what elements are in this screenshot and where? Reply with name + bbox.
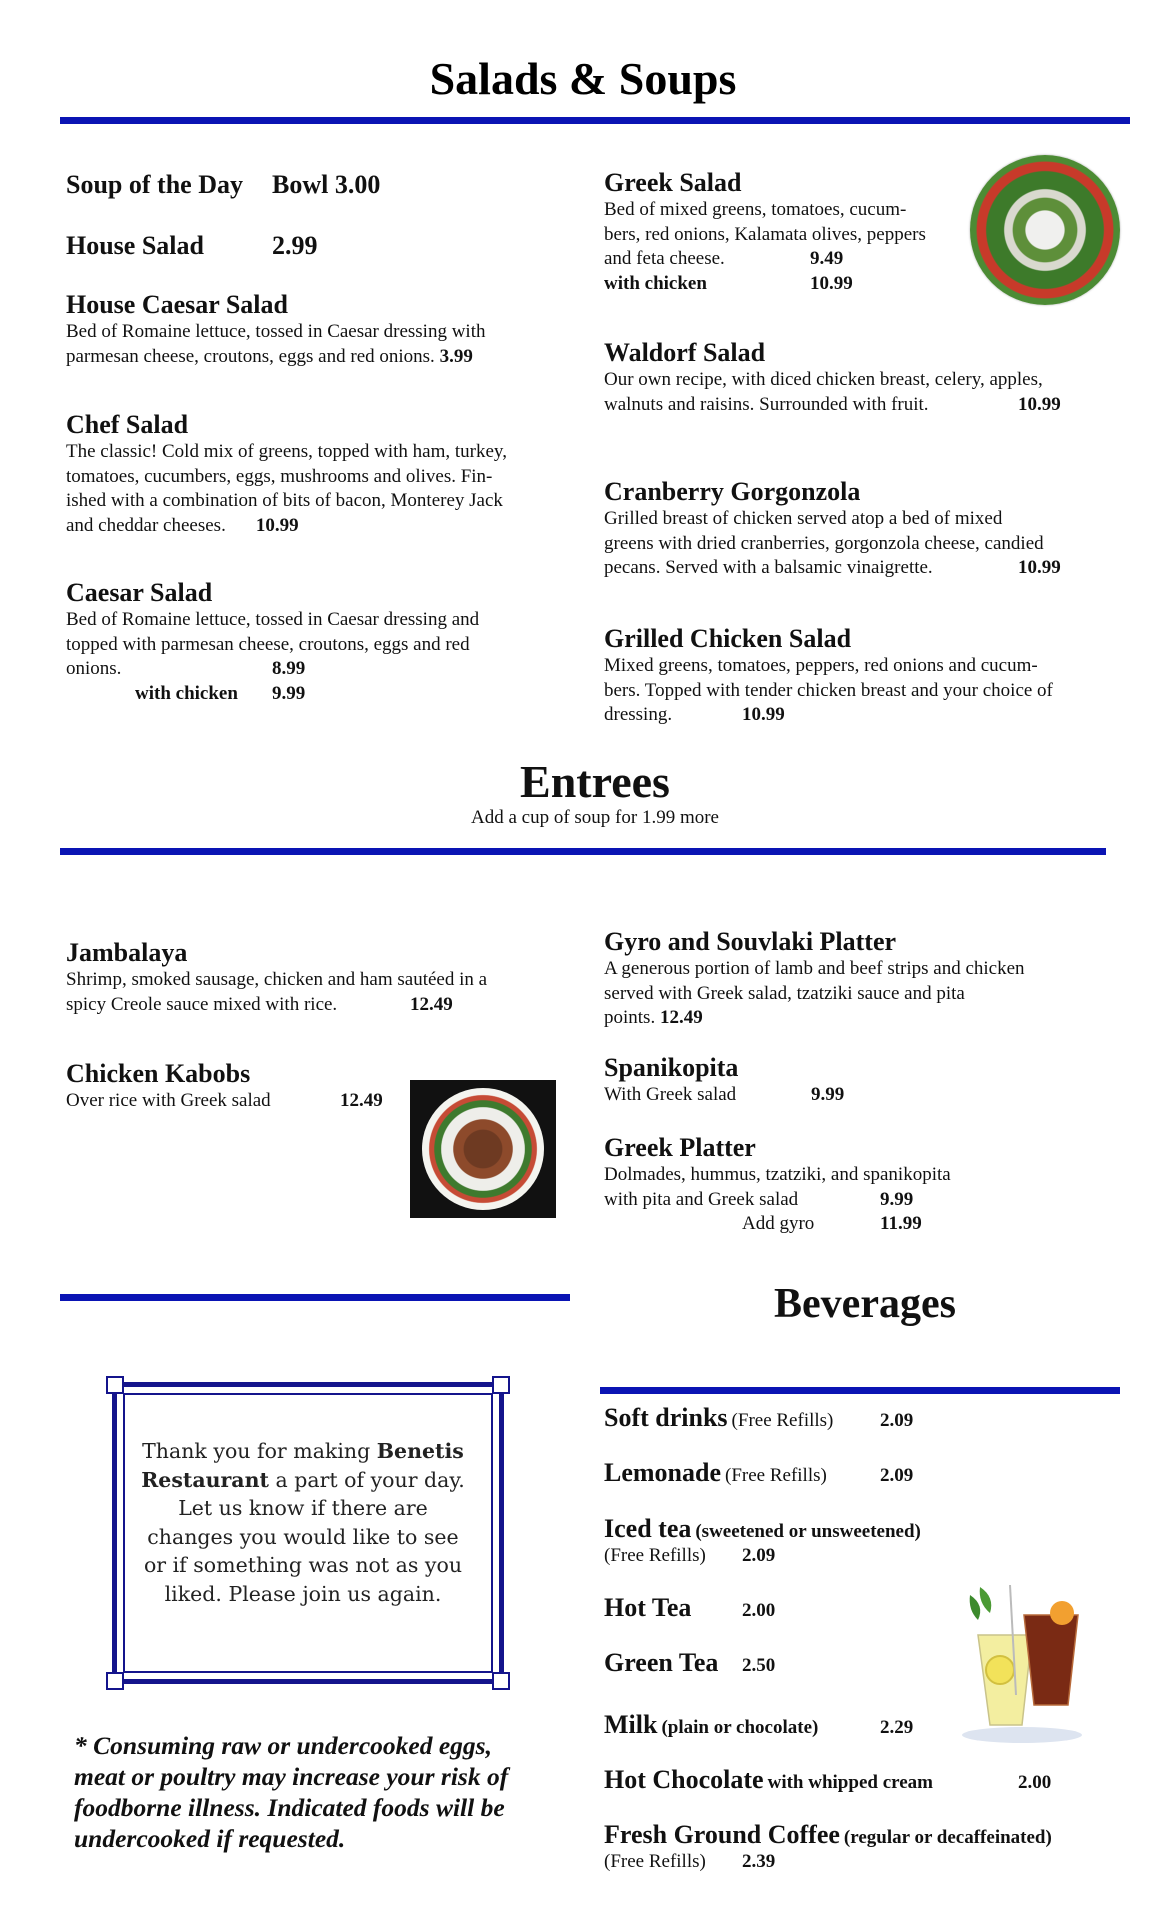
kabob-plate-photo <box>410 1080 556 1218</box>
thank-you-line: Let us know if there are <box>178 1496 428 1520</box>
beverage-soft-drinks <box>604 1403 1104 1435</box>
item-desc: tomatoes, cucumbers, eggs, mushrooms and olives. Fin- <box>66 465 493 487</box>
menu-item-gyro-souvlaki <box>604 927 1124 1031</box>
item-desc <box>66 993 566 1018</box>
beverage-hot-tea <box>604 1593 944 1625</box>
beverage-green-tea <box>604 1648 944 1680</box>
frame-corner <box>492 1672 510 1690</box>
item-price: 12.49 <box>340 1090 383 1111</box>
item-desc <box>604 247 984 272</box>
item-desc-text: walnuts and raisins. Surrounded with fruit. <box>604 393 929 415</box>
menu-item-waldorf-salad <box>604 338 1124 417</box>
advisory-line: * Consuming raw or undercooked eggs, <box>74 1731 492 1760</box>
menu-item-spanikopita <box>604 1053 1004 1108</box>
menu-item-jambalaya <box>66 938 566 1017</box>
item-price: 9.99 <box>811 1084 845 1105</box>
beverage-price: 2.50 <box>742 1655 776 1676</box>
item-price: 12.49 <box>659 1007 703 1028</box>
item-desc: Dolmades, hummus, tzatziki, and spanikopita <box>604 1164 951 1185</box>
thank-you-line <box>130 1437 476 1466</box>
item-desc-text: With Greek salad <box>604 1084 737 1105</box>
item-price: 10.99 <box>742 704 785 725</box>
item-price: 10.99 <box>1018 557 1061 578</box>
entrees-subtitle: Add a cup of soup for 1.99 more <box>470 807 719 828</box>
soup-of-day <box>66 170 243 200</box>
item-desc: bers. Topped with tender chicken breast and your choice of <box>604 679 1053 701</box>
item-price: 10.99 <box>1018 393 1061 415</box>
item-desc: Shrimp, smoked sausage, chicken and ham sautéed in a <box>66 969 488 990</box>
item-desc-text: and cheddar cheeses. <box>66 514 226 536</box>
section-title-beverages: Beverages <box>774 1281 956 1327</box>
menu-item-greek-salad <box>604 168 984 296</box>
menu-item-house-caesar <box>66 290 546 369</box>
frame-corner <box>492 1376 510 1394</box>
advisory-line: meat or poultry may increase your risk of <box>74 1762 509 1791</box>
item-name: Greek Salad <box>604 168 742 197</box>
beverage-price: 2.09 <box>880 1465 914 1486</box>
menu-item-cranberry-gorgonzola <box>604 477 1124 581</box>
menu-item-chicken-kabobs <box>66 1059 406 1114</box>
item-desc: served with Greek salad, tzatziki sauce and pita <box>604 982 965 1004</box>
item-desc-text: points. <box>604 1007 656 1028</box>
beverage-price: 2.00 <box>742 1600 776 1621</box>
divider-rule <box>600 1387 1120 1394</box>
item-name: Chef Salad <box>66 410 189 439</box>
soup-of-day-price: Bowl 3.00 <box>272 170 381 199</box>
item-desc <box>604 393 1124 418</box>
plate-image <box>422 1088 544 1210</box>
item-name: House Caesar Salad <box>66 290 288 319</box>
advisory-line: undercooked if requested. <box>74 1824 346 1853</box>
house-salad-name: House Salad <box>66 231 204 260</box>
menu-item-grilled-chicken-salad <box>604 624 1134 728</box>
refills-text: (Free Refills) <box>604 1851 706 1872</box>
frame-corner <box>106 1672 124 1690</box>
frame-corner <box>106 1376 124 1394</box>
item-desc: bers, red onions, Kalamata olives, peppers <box>604 223 926 245</box>
beverage-price: 2.00 <box>1018 1772 1052 1793</box>
item-name: Waldorf Salad <box>604 338 766 367</box>
item-desc <box>66 682 566 707</box>
item-desc-text: dressing. <box>604 704 673 725</box>
item-desc <box>66 514 566 539</box>
thank-you-message <box>130 1437 476 1608</box>
item-desc-text: spicy Creole sauce mixed with rice. <box>66 993 338 1015</box>
beverage-note: (regular or decaffeinated) <box>843 1827 1052 1848</box>
item-price: 9.99 <box>272 682 306 704</box>
add-gyro-label: Add gyro <box>742 1213 815 1234</box>
item-desc-text: Over rice with Greek salad <box>66 1090 271 1111</box>
beverage-price: 2.09 <box>742 1545 776 1566</box>
thank-you-line <box>130 1466 476 1495</box>
beverage-name: Green Tea <box>604 1648 719 1677</box>
menu-item-caesar-salad <box>66 578 566 706</box>
item-price: 11.99 <box>880 1213 922 1234</box>
thank-you-line: or if something was not as you <box>143 1553 463 1577</box>
item-name: Caesar Salad <box>66 578 213 607</box>
item-desc: topped with parmesan cheese, croutons, eggs and red <box>66 633 470 655</box>
beverage-price: 2.09 <box>880 1410 914 1431</box>
greek-salad-photo <box>970 155 1120 305</box>
item-price: 3.99 <box>439 345 473 367</box>
item-desc: Our own recipe, with diced chicken breast, celery, apples, <box>604 369 1043 390</box>
section-title-entrees: Entrees <box>520 756 670 807</box>
beverage-price: 2.29 <box>880 1717 914 1738</box>
item-desc <box>604 1083 1004 1108</box>
beverage-name: Fresh Ground Coffee <box>604 1820 840 1849</box>
beverage-refills <box>604 1850 1144 1875</box>
beverage-name: Hot Tea <box>604 1593 692 1622</box>
thank-you-text: a part of your day. <box>268 1467 465 1492</box>
refills-text: (Free Refills) <box>604 1545 706 1566</box>
item-desc <box>604 556 1124 581</box>
item-desc: Bed of Romaine lettuce, tossed in Caesar dressing with <box>66 321 486 342</box>
item-price: 9.99 <box>880 1188 914 1210</box>
beverage-lemonade <box>604 1458 1104 1490</box>
thank-you-text: Thank you for making <box>142 1439 377 1463</box>
thank-you-line: liked. Please join us again. <box>164 1581 442 1606</box>
beverage-refills <box>604 1544 1104 1569</box>
beverage-name: Lemonade <box>604 1458 721 1487</box>
restaurant-name: Restaurant <box>141 1467 269 1492</box>
beverage-note: (Free Refills) <box>725 1465 827 1486</box>
beverage-hot-chocolate <box>604 1765 1124 1797</box>
beverage-iced-tea <box>604 1514 1104 1574</box>
beverage-price: 2.39 <box>742 1851 776 1872</box>
item-name: Chicken Kabobs <box>66 1059 251 1088</box>
item-name: Gyro and Souvlaki Platter <box>604 927 897 956</box>
item-name: Cranberry Gorgonzola <box>604 477 861 506</box>
consumer-advisory <box>74 1730 554 1854</box>
item-price: 9.49 <box>810 248 844 269</box>
item-desc-text: onions. <box>66 658 122 679</box>
item-desc <box>66 1089 406 1114</box>
item-desc <box>66 345 546 370</box>
item-name: Jambalaya <box>66 938 188 967</box>
menu-item-chef-salad <box>66 410 566 538</box>
house-salad-price: 2.99 <box>272 231 318 260</box>
item-desc <box>604 1212 1024 1237</box>
item-price: 10.99 <box>255 514 299 536</box>
item-desc: A generous portion of lamb and beef strips and chicken <box>604 958 1025 979</box>
beverage-name: Hot Chocolate <box>604 1765 764 1794</box>
item-desc: greens with dried cranberries, gorgonzola cheese, candied <box>604 532 1044 554</box>
item-desc: The classic! Cold mix of greens, topped with ham, turkey, <box>66 441 507 462</box>
item-price: 10.99 <box>810 272 853 294</box>
item-name: Grilled Chicken Salad <box>604 624 852 653</box>
item-desc-text: pecans. Served with a balsamic vinaigrette. <box>604 557 933 578</box>
beverage-note: (Free Refills) <box>731 1410 834 1431</box>
item-desc <box>604 1006 1124 1031</box>
advisory-line: foodborne illness. Indicated foods will be <box>74 1793 505 1822</box>
divider-rule <box>60 1294 570 1301</box>
item-desc <box>604 703 1134 728</box>
beverage-note: (sweetened or unsweetened) <box>695 1521 921 1542</box>
chicken-label: with chicken <box>135 682 238 704</box>
section-title-salads-soups: Salads & Soups <box>429 53 737 104</box>
item-desc: ished with a combination of bits of bacon, Monterey Jack <box>66 490 503 511</box>
item-price: 8.99 <box>272 658 306 679</box>
beverage-note: (plain or chocolate) <box>661 1717 819 1738</box>
item-desc: Bed of Romaine lettuce, tossed in Caesar dressing and <box>66 609 480 630</box>
beverage-name: Milk <box>604 1710 658 1739</box>
restaurant-name: Benetis <box>376 1439 464 1463</box>
divider-rule <box>60 848 1106 855</box>
item-desc-text: with pita and Greek salad <box>604 1188 799 1210</box>
divider-rule <box>60 117 1130 124</box>
chicken-label: with chicken <box>604 272 707 294</box>
item-desc <box>66 657 566 682</box>
soup-of-day-name: Soup of the Day <box>66 170 243 199</box>
item-price: 12.49 <box>410 993 453 1015</box>
beverage-name: Soft drinks <box>604 1403 728 1432</box>
thank-you-line: changes you would like to see <box>147 1524 459 1549</box>
item-desc: Bed of mixed greens, tomatoes, cucum- <box>604 199 907 220</box>
item-name: Greek Platter <box>604 1133 756 1162</box>
item-desc: Grilled breast of chicken served atop a bed of mixed <box>604 508 1003 529</box>
menu-item-greek-platter <box>604 1133 1024 1237</box>
beverage-name: Iced tea <box>604 1514 692 1543</box>
beverage-coffee <box>604 1820 1144 1880</box>
item-desc <box>604 272 984 297</box>
item-desc: Mixed greens, tomatoes, peppers, red onions and cucum- <box>604 655 1038 676</box>
item-desc <box>604 1188 1024 1213</box>
item-desc-text: parmesan cheese, croutons, eggs and red onions. <box>66 345 435 367</box>
beverage-note: with whipped cream <box>767 1772 933 1793</box>
item-name: Spanikopita <box>604 1053 739 1082</box>
drinks-photo <box>950 1575 1095 1745</box>
item-desc-text: and feta cheese. <box>604 248 725 269</box>
